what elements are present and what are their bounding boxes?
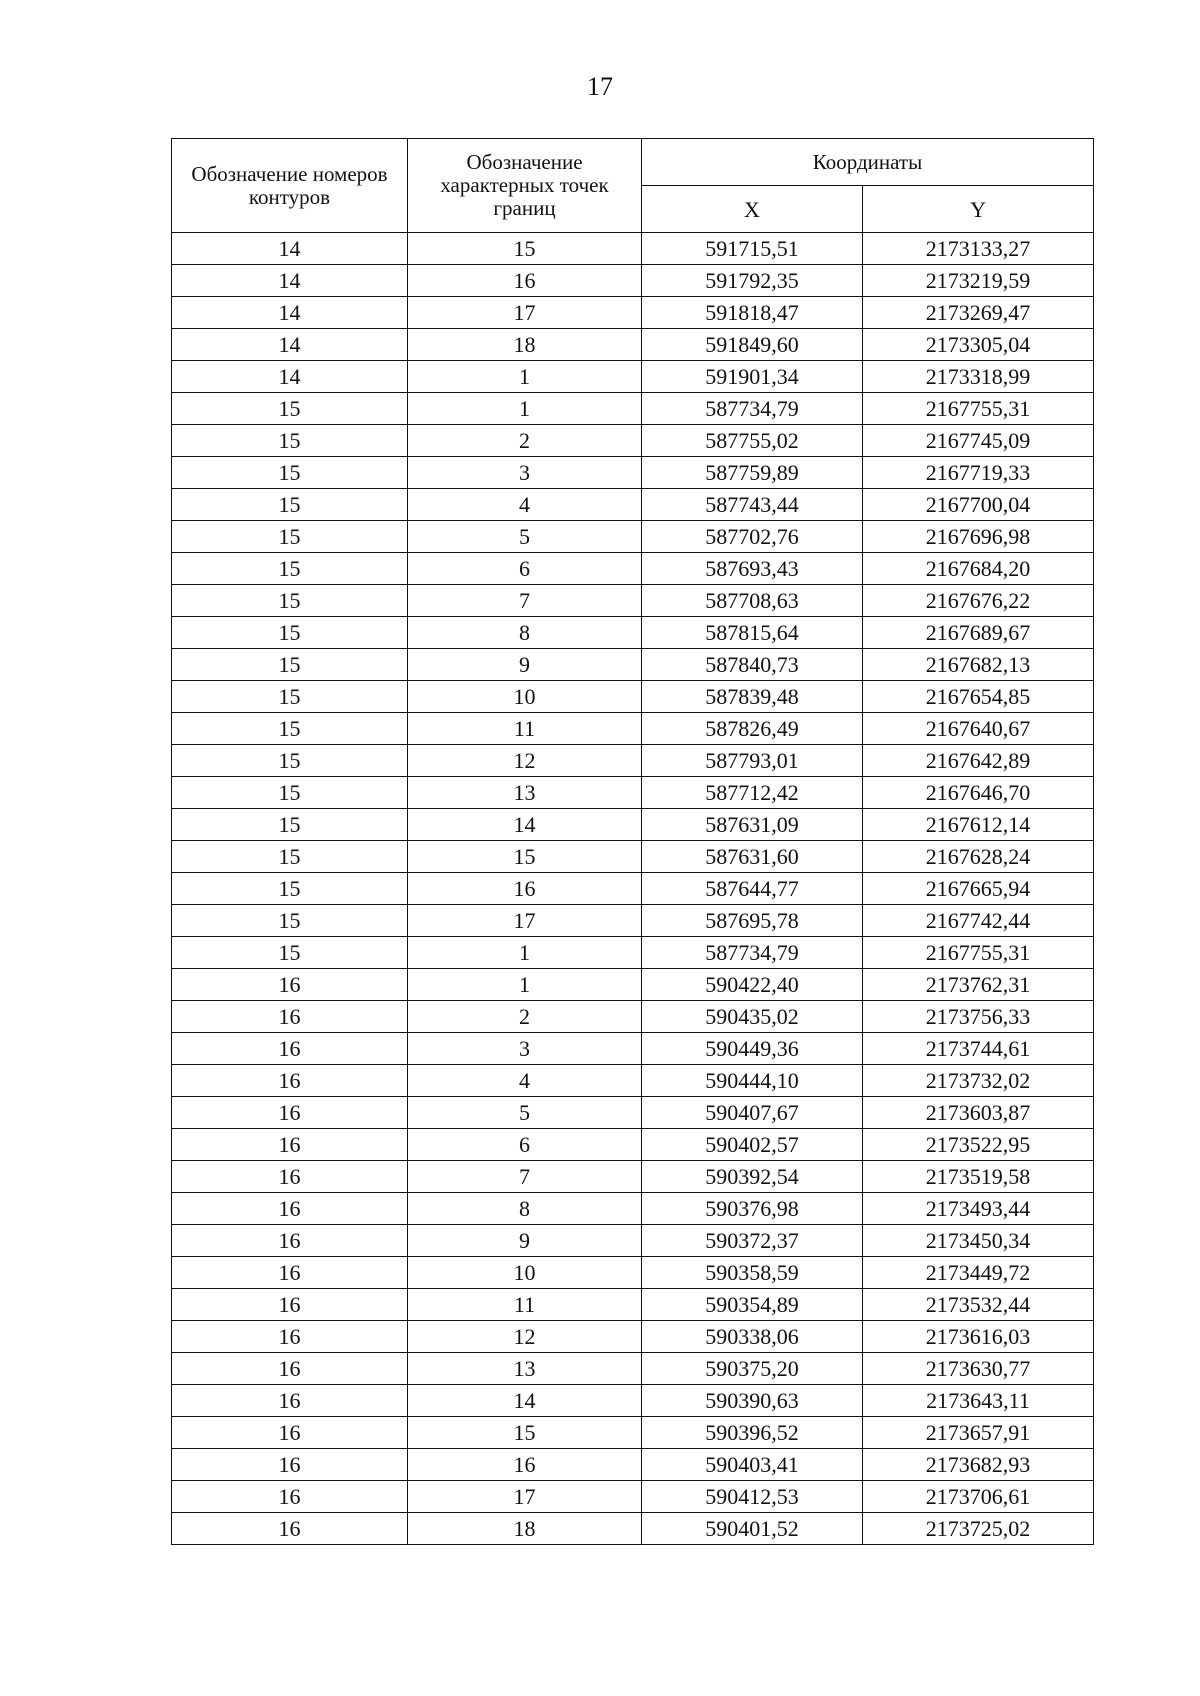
cell-x: 587839,48 xyxy=(642,681,863,713)
table-header xyxy=(172,139,1094,233)
cell-contour-number: 16 xyxy=(172,1385,408,1417)
table-row xyxy=(172,1193,1094,1225)
cell-point-number: 13 xyxy=(408,777,642,809)
table-row xyxy=(172,1321,1094,1353)
cell-x: 587734,79 xyxy=(642,937,863,969)
table-row xyxy=(172,233,1094,265)
cell-point-number: 12 xyxy=(408,745,642,777)
cell-x: 587793,01 xyxy=(642,745,863,777)
cell-y: 2167676,22 xyxy=(863,585,1094,617)
cell-x: 591901,34 xyxy=(642,361,863,393)
table-row xyxy=(172,1033,1094,1065)
table-row xyxy=(172,1161,1094,1193)
cell-point-number: 1 xyxy=(408,937,642,969)
table-row xyxy=(172,681,1094,713)
cell-contour-number: 16 xyxy=(172,1001,408,1033)
cell-contour-number: 16 xyxy=(172,969,408,1001)
cell-y: 2173603,87 xyxy=(863,1097,1094,1129)
cell-x: 590449,36 xyxy=(642,1033,863,1065)
coordinates-table xyxy=(171,138,1094,1545)
cell-y: 2167719,33 xyxy=(863,457,1094,489)
cell-x: 590396,52 xyxy=(642,1417,863,1449)
cell-x: 590435,02 xyxy=(642,1001,863,1033)
cell-y: 2167642,89 xyxy=(863,745,1094,777)
cell-contour-number: 15 xyxy=(172,425,408,457)
cell-y: 2173756,33 xyxy=(863,1001,1094,1033)
cell-contour-number: 15 xyxy=(172,809,408,841)
cell-y: 2173616,03 xyxy=(863,1321,1094,1353)
page-number: 17 xyxy=(587,72,613,101)
cell-point-number: 5 xyxy=(408,521,642,553)
header-contour-number: Обозначение номеров контуров xyxy=(172,139,408,233)
cell-y: 2173522,95 xyxy=(863,1129,1094,1161)
table-row xyxy=(172,713,1094,745)
cell-x: 587702,76 xyxy=(642,521,863,553)
cell-point-number: 11 xyxy=(408,713,642,745)
cell-point-number: 16 xyxy=(408,1449,642,1481)
table-row xyxy=(172,649,1094,681)
header-coordinates: Координаты xyxy=(642,139,1094,186)
table-row xyxy=(172,393,1094,425)
cell-point-number: 5 xyxy=(408,1097,642,1129)
cell-contour-number: 15 xyxy=(172,681,408,713)
cell-contour-number: 16 xyxy=(172,1225,408,1257)
table-row xyxy=(172,777,1094,809)
cell-contour-number: 14 xyxy=(172,297,408,329)
table-row xyxy=(172,1385,1094,1417)
cell-y: 2173657,91 xyxy=(863,1417,1094,1449)
cell-point-number: 11 xyxy=(408,1289,642,1321)
cell-point-number: 2 xyxy=(408,425,642,457)
table-row xyxy=(172,489,1094,521)
cell-y: 2167682,13 xyxy=(863,649,1094,681)
table-row xyxy=(172,937,1094,969)
table-row xyxy=(172,1097,1094,1129)
cell-x: 587631,09 xyxy=(642,809,863,841)
cell-y: 2173643,11 xyxy=(863,1385,1094,1417)
table-row xyxy=(172,1001,1094,1033)
table-row xyxy=(172,1225,1094,1257)
cell-x: 587840,73 xyxy=(642,649,863,681)
cell-point-number: 8 xyxy=(408,1193,642,1225)
cell-contour-number: 15 xyxy=(172,521,408,553)
table-row xyxy=(172,1065,1094,1097)
cell-x: 587693,43 xyxy=(642,553,863,585)
header-point-designation: Обозначение характерных точек границ xyxy=(408,139,642,233)
cell-y: 2173133,27 xyxy=(863,233,1094,265)
cell-point-number: 14 xyxy=(408,1385,642,1417)
cell-point-number: 1 xyxy=(408,361,642,393)
cell-x: 590376,98 xyxy=(642,1193,863,1225)
table-row xyxy=(172,1353,1094,1385)
table-row xyxy=(172,905,1094,937)
table-row xyxy=(172,457,1094,489)
cell-y: 2167665,94 xyxy=(863,873,1094,905)
cell-y: 2173725,02 xyxy=(863,1513,1094,1545)
table-row xyxy=(172,425,1094,457)
cell-contour-number: 15 xyxy=(172,937,408,969)
cell-x: 587826,49 xyxy=(642,713,863,745)
cell-point-number: 6 xyxy=(408,1129,642,1161)
cell-y: 2173305,04 xyxy=(863,329,1094,361)
cell-point-number: 15 xyxy=(408,1417,642,1449)
cell-x: 587734,79 xyxy=(642,393,863,425)
cell-contour-number: 15 xyxy=(172,585,408,617)
cell-y: 2173318,99 xyxy=(863,361,1094,393)
cell-y: 2173532,44 xyxy=(863,1289,1094,1321)
cell-x: 590390,63 xyxy=(642,1385,863,1417)
cell-x: 587695,78 xyxy=(642,905,863,937)
cell-x: 587631,60 xyxy=(642,841,863,873)
cell-x: 587743,44 xyxy=(642,489,863,521)
cell-y: 2167684,20 xyxy=(863,553,1094,585)
cell-point-number: 18 xyxy=(408,1513,642,1545)
cell-point-number: 2 xyxy=(408,1001,642,1033)
cell-x: 590375,20 xyxy=(642,1353,863,1385)
cell-y: 2167742,44 xyxy=(863,905,1094,937)
cell-contour-number: 16 xyxy=(172,1513,408,1545)
table-row xyxy=(172,617,1094,649)
cell-point-number: 18 xyxy=(408,329,642,361)
table-row xyxy=(172,1129,1094,1161)
table-row xyxy=(172,1513,1094,1545)
cell-y: 2167612,14 xyxy=(863,809,1094,841)
cell-y: 2173450,34 xyxy=(863,1225,1094,1257)
cell-x: 590372,37 xyxy=(642,1225,863,1257)
cell-point-number: 17 xyxy=(408,297,642,329)
cell-x: 590401,52 xyxy=(642,1513,863,1545)
cell-x: 590358,59 xyxy=(642,1257,863,1289)
cell-y: 2167755,31 xyxy=(863,393,1094,425)
cell-point-number: 10 xyxy=(408,1257,642,1289)
cell-point-number: 9 xyxy=(408,649,642,681)
cell-x: 587815,64 xyxy=(642,617,863,649)
cell-y: 2173744,61 xyxy=(863,1033,1094,1065)
cell-contour-number: 15 xyxy=(172,777,408,809)
cell-point-number: 10 xyxy=(408,681,642,713)
cell-point-number: 9 xyxy=(408,1225,642,1257)
cell-contour-number: 16 xyxy=(172,1161,408,1193)
cell-y: 2173682,93 xyxy=(863,1449,1094,1481)
cell-x: 591849,60 xyxy=(642,329,863,361)
cell-x: 590422,40 xyxy=(642,969,863,1001)
cell-point-number: 7 xyxy=(408,1161,642,1193)
cell-point-number: 7 xyxy=(408,585,642,617)
cell-contour-number: 15 xyxy=(172,457,408,489)
table-row xyxy=(172,265,1094,297)
table-row xyxy=(172,329,1094,361)
cell-x: 590402,57 xyxy=(642,1129,863,1161)
cell-y: 2173219,59 xyxy=(863,265,1094,297)
cell-contour-number: 15 xyxy=(172,873,408,905)
cell-x: 587712,42 xyxy=(642,777,863,809)
cell-y: 2167700,04 xyxy=(863,489,1094,521)
cell-y: 2173519,58 xyxy=(863,1161,1094,1193)
cell-contour-number: 15 xyxy=(172,393,408,425)
cell-contour-number: 15 xyxy=(172,745,408,777)
cell-point-number: 1 xyxy=(408,393,642,425)
table-row xyxy=(172,585,1094,617)
table-row xyxy=(172,1481,1094,1513)
cell-contour-number: 16 xyxy=(172,1289,408,1321)
table-row xyxy=(172,1449,1094,1481)
table-row xyxy=(172,809,1094,841)
cell-point-number: 16 xyxy=(408,265,642,297)
cell-contour-number: 14 xyxy=(172,265,408,297)
cell-x: 590412,53 xyxy=(642,1481,863,1513)
cell-y: 2167640,67 xyxy=(863,713,1094,745)
cell-y: 2173732,02 xyxy=(863,1065,1094,1097)
cell-point-number: 17 xyxy=(408,1481,642,1513)
cell-x: 591715,51 xyxy=(642,233,863,265)
cell-contour-number: 16 xyxy=(172,1481,408,1513)
cell-contour-number: 14 xyxy=(172,329,408,361)
cell-y: 2173630,77 xyxy=(863,1353,1094,1385)
cell-point-number: 16 xyxy=(408,873,642,905)
table-row xyxy=(172,1289,1094,1321)
table-row xyxy=(172,521,1094,553)
cell-contour-number: 16 xyxy=(172,1449,408,1481)
cell-point-number: 17 xyxy=(408,905,642,937)
cell-x: 587644,77 xyxy=(642,873,863,905)
cell-point-number: 6 xyxy=(408,553,642,585)
cell-contour-number: 16 xyxy=(172,1321,408,1353)
cell-x: 590354,89 xyxy=(642,1289,863,1321)
cell-contour-number: 16 xyxy=(172,1033,408,1065)
table-row xyxy=(172,553,1094,585)
table-row xyxy=(172,745,1094,777)
cell-y: 2167628,24 xyxy=(863,841,1094,873)
header-y: Y xyxy=(863,186,1094,233)
table-body xyxy=(172,233,1094,1545)
cell-y: 2167696,98 xyxy=(863,521,1094,553)
cell-y: 2167654,85 xyxy=(863,681,1094,713)
cell-point-number: 12 xyxy=(408,1321,642,1353)
header-x: X xyxy=(642,186,863,233)
cell-contour-number: 15 xyxy=(172,649,408,681)
cell-y: 2173269,47 xyxy=(863,297,1094,329)
cell-y: 2173493,44 xyxy=(863,1193,1094,1225)
cell-x: 590392,54 xyxy=(642,1161,863,1193)
table-row xyxy=(172,873,1094,905)
cell-point-number: 3 xyxy=(408,457,642,489)
cell-contour-number: 16 xyxy=(172,1129,408,1161)
cell-x: 591792,35 xyxy=(642,265,863,297)
cell-x: 591818,47 xyxy=(642,297,863,329)
cell-contour-number: 16 xyxy=(172,1257,408,1289)
table-row xyxy=(172,1417,1094,1449)
cell-x: 587755,02 xyxy=(642,425,863,457)
cell-contour-number: 14 xyxy=(172,233,408,265)
cell-x: 587708,63 xyxy=(642,585,863,617)
cell-x: 590338,06 xyxy=(642,1321,863,1353)
table-row xyxy=(172,841,1094,873)
cell-point-number: 8 xyxy=(408,617,642,649)
cell-contour-number: 15 xyxy=(172,617,408,649)
cell-y: 2167646,70 xyxy=(863,777,1094,809)
table-row xyxy=(172,361,1094,393)
cell-point-number: 14 xyxy=(408,809,642,841)
cell-point-number: 4 xyxy=(408,489,642,521)
cell-y: 2173449,72 xyxy=(863,1257,1094,1289)
cell-contour-number: 16 xyxy=(172,1417,408,1449)
cell-x: 590403,41 xyxy=(642,1449,863,1481)
cell-x: 590407,67 xyxy=(642,1097,863,1129)
cell-y: 2167755,31 xyxy=(863,937,1094,969)
cell-y: 2173762,31 xyxy=(863,969,1094,1001)
cell-contour-number: 15 xyxy=(172,553,408,585)
cell-x: 587759,89 xyxy=(642,457,863,489)
cell-contour-number: 16 xyxy=(172,1097,408,1129)
table-row xyxy=(172,969,1094,1001)
cell-point-number: 4 xyxy=(408,1065,642,1097)
cell-point-number: 1 xyxy=(408,969,642,1001)
cell-y: 2167745,09 xyxy=(863,425,1094,457)
cell-contour-number: 16 xyxy=(172,1193,408,1225)
cell-y: 2173706,61 xyxy=(863,1481,1094,1513)
cell-point-number: 3 xyxy=(408,1033,642,1065)
cell-contour-number: 15 xyxy=(172,905,408,937)
cell-contour-number: 16 xyxy=(172,1353,408,1385)
cell-contour-number: 16 xyxy=(172,1065,408,1097)
cell-contour-number: 15 xyxy=(172,841,408,873)
cell-contour-number: 15 xyxy=(172,713,408,745)
cell-contour-number: 14 xyxy=(172,361,408,393)
cell-point-number: 15 xyxy=(408,841,642,873)
cell-point-number: 15 xyxy=(408,233,642,265)
cell-contour-number: 15 xyxy=(172,489,408,521)
cell-y: 2167689,67 xyxy=(863,617,1094,649)
cell-point-number: 13 xyxy=(408,1353,642,1385)
cell-x: 590444,10 xyxy=(642,1065,863,1097)
table-row xyxy=(172,1257,1094,1289)
table-row xyxy=(172,297,1094,329)
